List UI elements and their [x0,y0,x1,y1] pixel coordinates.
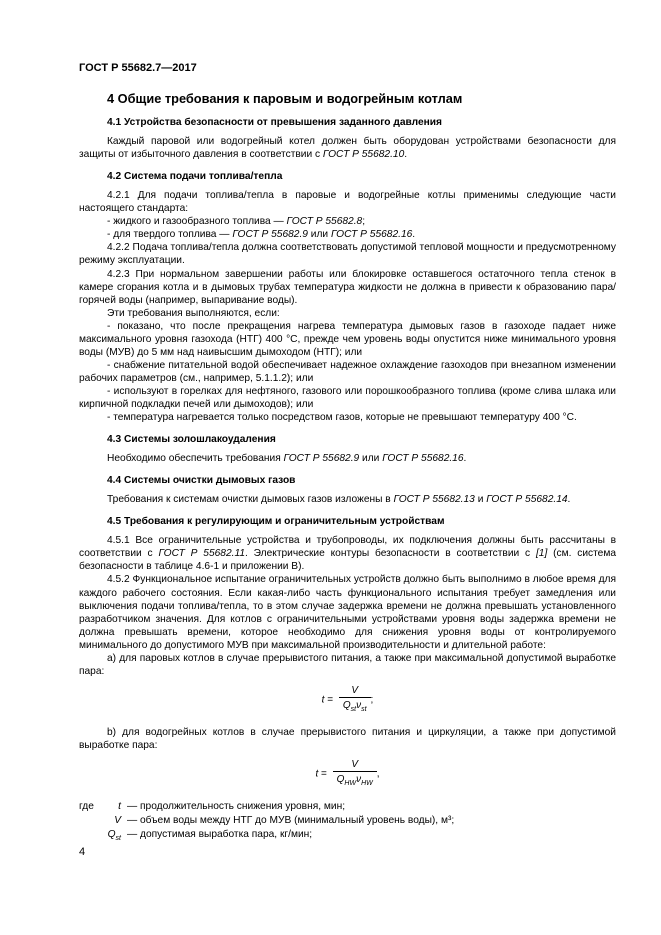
section-4-2-title: 4.2 Система подачи топлива/тепла [107,171,283,183]
para-4-2-1: 4.2.1 Для подачи топлива/тепла в паровые и водогрейные котлы применимы следующие части настоящего стандарта: [79,190,616,215]
document-body [79,92,616,842]
para-item-b: b) для водогрейных котлов в случае прерывистого питания и циркуляции, а также при допустимой выработке пара: [79,726,616,751]
para-4-2-3: 4.2.3 При нормальном завершении работы или блокировке оставшегося остаточного тепла стенок в камере сгорания котла и в дымовых трубах температура жидкости не должна в привести к образованию пара/горячей воды (например, выпаривание воды). [79,268,616,306]
standard-reference: ГОСТ Р 55682.16 [382,453,464,465]
list-item-liquid-fuel: - жидкого и газообразного топлива — ГОСТ Р 55682.8; [107,216,366,228]
standard-reference: ГОСТ Р 55682.14 [486,494,568,506]
section-4-title: 4 Общие требования к паровым и водогрейным котлам [107,91,463,106]
symbol-legend [79,800,616,842]
list-item-condition-1: - показано, что после прекращения нагрева температура дымовых газов в газоходе падает ниже максимального уровня газохода (НТГ) 400 °С, прежде чем уровень воды опустится ниже минимального уровня воды (МУВ) до 5 мм над наивысшим дымоходом (НТГ); или [79,320,616,358]
bibliography-reference: [1] [535,548,548,560]
formula-hot-water-boiler: t = $\frac{V}{Q_{HW}\nu_{HW}}$ , [315,758,380,787]
section-4-5-title: 4.5 Требования к регулирующим и ограничительным устройствам [107,516,445,528]
section-4-3-title: 4.3 Системы золошлакоудаления [107,434,276,446]
standard-reference: ГОСТ Р 55682.13 [393,494,475,506]
standard-reference: ГОСТ Р 55682.16 [330,229,413,241]
legend-row: где t — продолжительность снижения уровня, мин; [79,800,346,812]
formula-steam-boiler: t = $\frac{V}{Q_{st}\nu_{st}}$ ; [321,684,374,713]
list-item-condition-4: - температура нагревается только посредством газов, которые не превышают температуру 400 °С. [107,412,577,424]
section-4-1-text: Каждый паровой или водогрейный котел должен быть оборудован устройствами безопасности для защиты от избыточного давления в соответствии с ГОСТ Р 55682.10. [79,136,616,161]
page-number: 4 [79,846,86,858]
section-4-3-text: Необходимо обеспечить требования ГОСТ Р 55682.9 или ГОСТ Р 55682.16. [107,453,467,465]
para-4-2-2: 4.2.2 Подача топлива/тепла должна соответствовать допустимой тепловой мощности и предусмотренному режиму эксплуатации. [79,242,616,267]
legend-row: V — объем воды между НТГ до МУВ (минимальный уровень воды), м³; [114,814,455,826]
list-item-solid-fuel: - для твердого топлива — ГОСТ Р 55682.9 или ГОСТ Р 55682.16. [107,229,416,241]
list-item-condition-2: - снабжение питательной водой обеспечивает надежное охлаждение газоходов при внезапном изменении рабочих параметров (см., например, 5.1.1.2); или [79,359,616,384]
standard-reference: ГОСТ Р 55682.9 [232,229,308,241]
list-item-condition-3: - используют в горелках для нефтяного, газового или порошкообразного топлива (кроме слива шлака или кирпичной подкладки печей или дымоходов); или [79,385,616,410]
section-4-4-text: Требования к системам очистки дымовых газов изложены в ГОСТ Р 55682.13 и ГОСТ Р 55682.14. [107,494,571,506]
standard-reference: ГОСТ Р 55682.9 [283,453,360,465]
section-4-4-title: 4.4 Системы очистки дымовых газов [107,475,296,487]
legend-row: $Q_{st}$ — допустимая выработка пара, кг/мин; [107,828,313,842]
standard-reference: ГОСТ Р 55682.10 [322,149,405,161]
standard-reference: ГОСТ Р 55682.8 [286,216,363,228]
para-4-5-1: 4.5.1 Все ограничительные устройства и трубопроводы, их подключения должны быть рассчитаны в соответствии с ГОСТ Р 55682.11. Электрические контуры безопасности в соответствии с [1] (см. система безопасности в таблице 4.6-1 и приложении В). [79,535,617,573]
standard-reference: ГОСТ Р 55682.11 [158,548,246,560]
running-head: ГОСТ Р 55682.7—2017 [79,62,197,74]
section-4-1-title: 4.1 Устройства безопасности от превышения заданного давления [107,117,442,129]
para-conditions-intro: Эти требования выполняются, если: [107,307,280,319]
para-item-a: а) для паровых котлов в случае прерывистого питания, а также при максимальной допустимой выработке пара: [79,652,616,677]
where-label: где [79,800,94,812]
para-4-5-2: 4.5.2 Функциональное испытание ограничительных устройств должно быть выполнимо в любое время для каждого рабочего состояния. Если какая-либо часть функционального испытания требует замедления или выключения подачи топлива/тепла, то в этом случае задержка времени не должна превышать установленного разработчиком значения. Для котлов с ограничительными устройствами уровня воды задержка времени не должна превышать времени, которое необходимо для снижения уровня воды от контролируемого минимального до допустимого МУВ при максимальной производительности и длительной работе: [79,574,616,651]
